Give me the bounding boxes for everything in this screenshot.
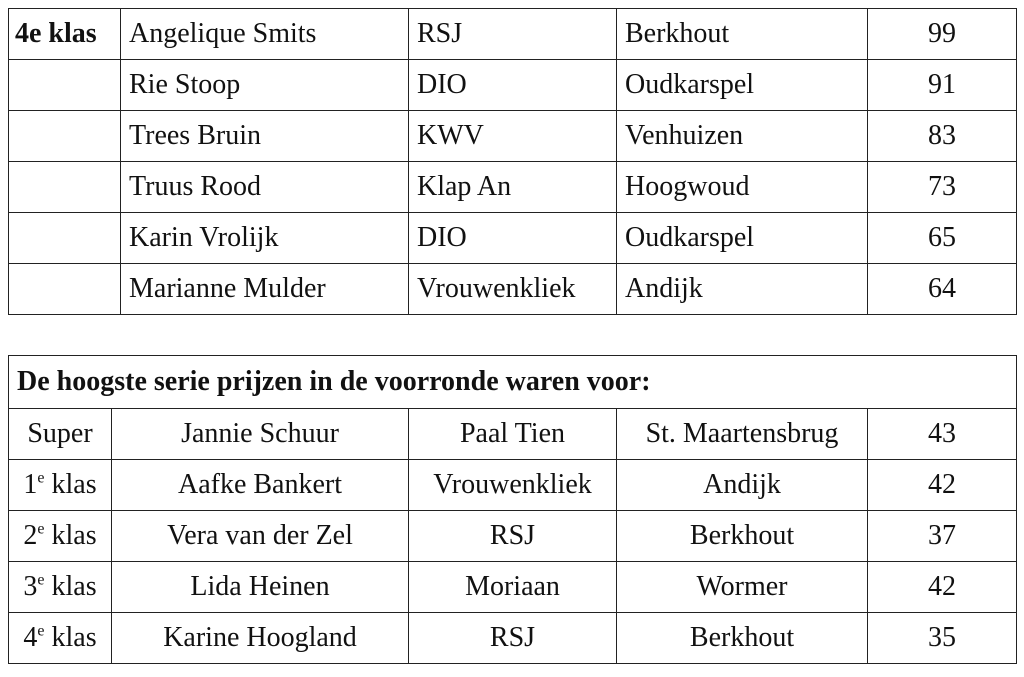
club-name: Vrouwenkliek xyxy=(409,264,617,315)
klas-suffix: klas xyxy=(44,622,97,653)
player-name: Vera van der Zel xyxy=(112,511,409,562)
score: 91 xyxy=(868,60,1017,111)
table-row xyxy=(9,213,1017,264)
klas-superscript: e xyxy=(37,622,45,640)
score: 37 xyxy=(868,511,1017,562)
player-name: Karin Vrolijk xyxy=(121,213,409,264)
table-row xyxy=(9,60,1017,111)
score: 43 xyxy=(868,409,1017,460)
player-name: Trees Bruin xyxy=(121,111,409,162)
table-heading: De hoogste serie prijzen in de voorronde waren voor: xyxy=(9,356,1017,409)
place-name: St. Maartensbrug xyxy=(617,409,868,460)
place-name: Oudkarspel xyxy=(617,60,868,111)
player-name: Karine Hoogland xyxy=(112,613,409,664)
empty-cell xyxy=(9,111,121,162)
klas-suffix: klas xyxy=(44,571,97,602)
place-name: Berkhout xyxy=(617,9,868,60)
table-row xyxy=(9,562,1017,613)
club-name: Paal Tien xyxy=(409,409,617,460)
player-name: Rie Stoop xyxy=(121,60,409,111)
klas-superscript: e xyxy=(37,520,45,538)
results-table-4e-klas xyxy=(8,8,1017,315)
score: 42 xyxy=(868,460,1017,511)
player-name: Truus Rood xyxy=(121,162,409,213)
player-name: Lida Heinen xyxy=(112,562,409,613)
club-name: RSJ xyxy=(409,9,617,60)
club-name: DIO xyxy=(409,213,617,264)
score: 64 xyxy=(868,264,1017,315)
klas-suffix: klas xyxy=(44,469,97,500)
place-name: Hoogwoud xyxy=(617,162,868,213)
empty-cell xyxy=(9,162,121,213)
empty-cell xyxy=(9,213,121,264)
empty-cell xyxy=(9,264,121,315)
player-name: Marianne Mulder xyxy=(121,264,409,315)
table-row xyxy=(9,460,1017,511)
club-name: Klap An xyxy=(409,162,617,213)
klas-cell xyxy=(9,511,112,562)
klas-number: 3 xyxy=(23,571,38,602)
score: 65 xyxy=(868,213,1017,264)
empty-cell xyxy=(9,60,121,111)
score: 42 xyxy=(868,562,1017,613)
table-row xyxy=(9,409,1017,460)
score: 83 xyxy=(868,111,1017,162)
table-row xyxy=(9,613,1017,664)
player-name: Jannie Schuur xyxy=(112,409,409,460)
player-name: Angelique Smits xyxy=(121,9,409,60)
score: 35 xyxy=(868,613,1017,664)
place-name: Andijk xyxy=(617,460,868,511)
place-name: Berkhout xyxy=(617,613,868,664)
place-name: Venhuizen xyxy=(617,111,868,162)
klas-cell xyxy=(9,613,112,664)
place-name: Wormer xyxy=(617,562,868,613)
klas-superscript: e xyxy=(37,469,45,487)
place-name: Berkhout xyxy=(617,511,868,562)
table-row xyxy=(9,264,1017,315)
place-name: Andijk xyxy=(617,264,868,315)
series-prizes-table xyxy=(8,355,1017,664)
klas-number: Super xyxy=(27,418,93,449)
club-name: RSJ xyxy=(409,511,617,562)
klas-number: 1 xyxy=(23,469,38,500)
table-header-row xyxy=(9,356,1017,409)
klas-cell xyxy=(9,409,112,460)
score: 99 xyxy=(868,9,1017,60)
club-name: Moriaan xyxy=(409,562,617,613)
klas-number: 2 xyxy=(23,520,38,551)
score: 73 xyxy=(868,162,1017,213)
club-name: KWV xyxy=(409,111,617,162)
klas-cell xyxy=(9,460,112,511)
club-name: DIO xyxy=(409,60,617,111)
place-name: Oudkarspel xyxy=(617,213,868,264)
club-name: Vrouwenkliek xyxy=(409,460,617,511)
club-name: RSJ xyxy=(409,613,617,664)
klas-cell xyxy=(9,562,112,613)
table-row xyxy=(9,511,1017,562)
klas-superscript: e xyxy=(37,571,45,589)
klas-number: 4 xyxy=(23,622,38,653)
table-row xyxy=(9,9,1017,60)
klas-suffix: klas xyxy=(44,520,97,551)
player-name: Aafke Bankert xyxy=(112,460,409,511)
klas-label: 4e klas xyxy=(9,9,121,60)
table-row xyxy=(9,111,1017,162)
table-row xyxy=(9,162,1017,213)
